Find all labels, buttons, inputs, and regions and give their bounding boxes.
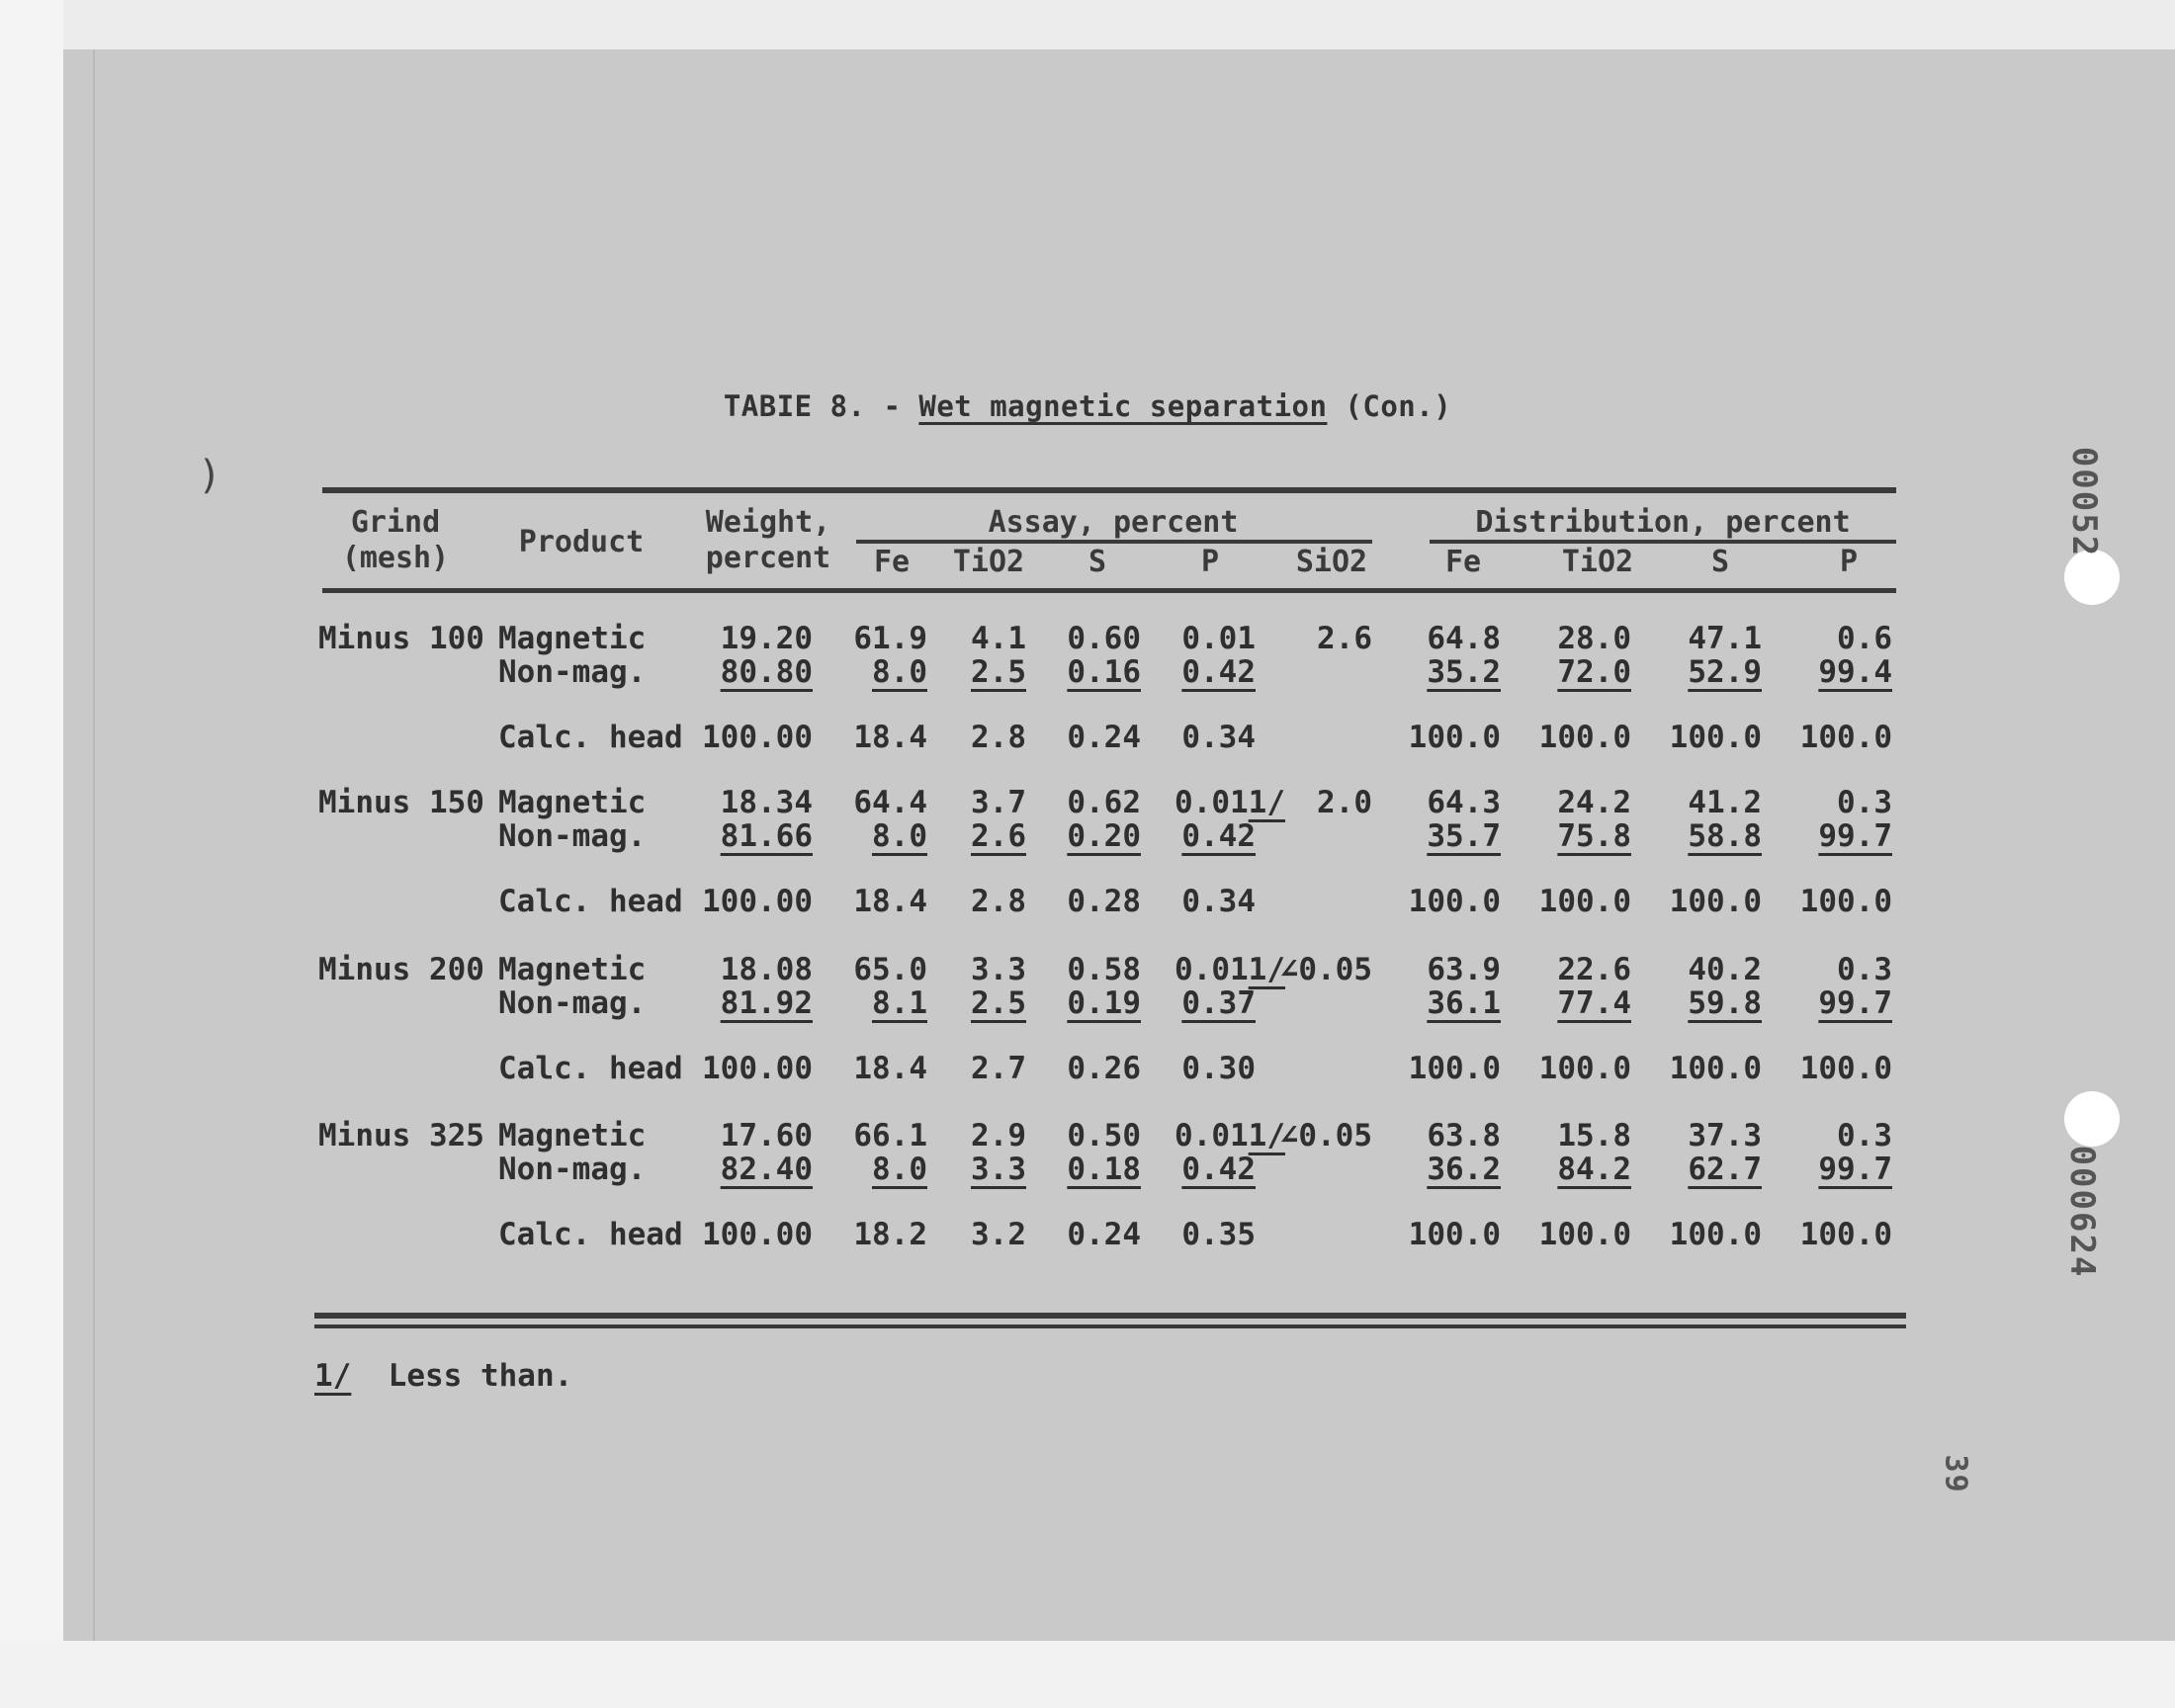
footnote	[314, 1358, 572, 1394]
cell-dist-fe: 64.8	[1427, 621, 1501, 656]
header-dist-fe: Fe	[1444, 545, 1482, 579]
cell-assay-tio2: 3.3	[971, 1152, 1026, 1187]
cell-dist-fe: 64.3	[1427, 785, 1501, 820]
cell-dist-fe: 100.0	[1408, 720, 1501, 755]
header-grind-unit: (mesh)	[341, 541, 450, 575]
header-weight-unit: percent	[705, 541, 831, 575]
cell-assay-s: 0.20	[1067, 818, 1141, 854]
table-title-main: Wet magnetic separation	[918, 389, 1328, 423]
table-title	[0, 389, 2175, 423]
cell-dist-p: 0.6	[1837, 621, 1892, 656]
product-label: Calc. head	[498, 884, 683, 919]
cell-assay-s: 0.18	[1067, 1152, 1141, 1187]
cell-dist-fe: 63.8	[1427, 1118, 1501, 1153]
cell-dist-tio2: 72.0	[1557, 654, 1631, 690]
cell-weight: 19.20	[720, 621, 813, 656]
header-bottom-rule	[322, 588, 1896, 593]
cell-assay-p: 0.011/	[1174, 952, 1285, 987]
cell-assay-tio2: 2.8	[971, 720, 1026, 755]
cell-dist-tio2: 84.2	[1557, 1152, 1631, 1187]
product-label: Non-mag.	[498, 985, 647, 1021]
cell-assay-fe: 8.1	[872, 985, 927, 1021]
cell-assay-tio2: 2.6	[971, 818, 1026, 854]
cell-dist-tio2: 15.8	[1557, 1118, 1631, 1153]
cell-assay-s: 0.28	[1067, 884, 1141, 919]
cell-assay-s: 0.16	[1067, 654, 1141, 690]
cell-dist-tio2: 100.0	[1538, 720, 1631, 755]
cell-dist-tio2: 100.0	[1538, 884, 1631, 919]
grind-label: Minus 200	[318, 952, 484, 987]
cell-weight: 18.34	[720, 785, 813, 820]
cell-weight: 100.00	[702, 1051, 813, 1086]
cell-dist-s: 52.9	[1688, 654, 1762, 690]
footnote-ref: 1/	[1248, 952, 1285, 987]
cell-assay-sio2: 2.6	[1317, 621, 1372, 656]
margin-stamp-top: 00052	[2064, 446, 2104, 558]
cell-dist-fe: 100.0	[1408, 884, 1501, 919]
cell-dist-s: 47.1	[1688, 621, 1762, 656]
grind-label: Minus 150	[318, 785, 484, 820]
assay-group-rule	[856, 540, 1372, 544]
cell-assay-tio2: 3.2	[971, 1217, 1026, 1252]
grind-label: Minus 100	[318, 621, 484, 656]
cell-dist-fe: 100.0	[1408, 1051, 1501, 1086]
product-label: Magnetic	[498, 621, 647, 656]
cell-assay-fe: 61.9	[853, 621, 927, 656]
cell-dist-s: 100.0	[1669, 1051, 1762, 1086]
cell-assay-fe: 8.0	[872, 654, 927, 690]
cell-dist-p: 0.3	[1837, 952, 1892, 987]
cell-assay-s: 0.24	[1067, 1217, 1141, 1252]
cell-dist-fe: 100.0	[1408, 1217, 1501, 1252]
cell-dist-fe: 36.2	[1427, 1152, 1501, 1187]
cell-dist-s: 40.2	[1688, 952, 1762, 987]
cell-assay-p: 0.011/	[1174, 785, 1285, 820]
header-distribution-group: Distribution, percent	[1475, 505, 1851, 540]
cell-dist-p: 99.7	[1818, 818, 1892, 854]
cell-weight: 100.00	[702, 720, 813, 755]
header-product: Product	[518, 525, 645, 559]
header-assay-tio2: TiO2	[952, 545, 1025, 579]
cell-weight: 100.00	[702, 884, 813, 919]
page-number: 39	[1938, 1454, 1973, 1494]
distribution-group-rule	[1430, 540, 1896, 544]
cell-assay-s: 0.19	[1067, 985, 1141, 1021]
cell-dist-fe: 35.2	[1427, 654, 1501, 690]
header-assay-sio2: SiO2	[1295, 545, 1368, 579]
cell-dist-p: 0.3	[1837, 785, 1892, 820]
cell-dist-p: 100.0	[1799, 1051, 1892, 1086]
product-label: Calc. head	[498, 1217, 683, 1252]
cell-assay-p: 0.35	[1181, 1217, 1256, 1252]
cell-dist-tio2: 28.0	[1557, 621, 1631, 656]
cell-dist-fe: 36.1	[1427, 985, 1501, 1021]
cell-assay-s: 0.50	[1067, 1118, 1141, 1153]
cell-assay-p: 0.01	[1181, 621, 1256, 656]
cell-assay-fe: 66.1	[853, 1118, 927, 1153]
cell-dist-p: 99.4	[1818, 654, 1892, 690]
cell-dist-fe: 63.9	[1427, 952, 1501, 987]
product-label: Non-mag.	[498, 1152, 647, 1187]
cell-dist-p: 99.7	[1818, 985, 1892, 1021]
cell-assay-p: 0.42	[1181, 654, 1256, 690]
footnote-ref: 1/	[1248, 1118, 1285, 1153]
table-bottom-rule-2	[314, 1324, 1906, 1328]
cell-dist-p: 99.7	[1818, 1152, 1892, 1187]
cell-assay-sio2: ∠0.05	[1279, 952, 1372, 987]
table-top-rule	[322, 487, 1896, 493]
cell-dist-s: 37.3	[1688, 1118, 1762, 1153]
cell-assay-p: 0.30	[1181, 1051, 1256, 1086]
cell-dist-s: 100.0	[1669, 1217, 1762, 1252]
cell-assay-p: 0.34	[1181, 720, 1256, 755]
table-number: TABIE 8. -	[723, 389, 919, 423]
cell-assay-p: 0.37	[1181, 985, 1256, 1021]
cell-dist-tio2: 77.4	[1557, 985, 1631, 1021]
product-label: Non-mag.	[498, 818, 647, 854]
cell-dist-s: 59.8	[1688, 985, 1762, 1021]
cell-assay-tio2: 2.7	[971, 1051, 1026, 1086]
cell-dist-tio2: 100.0	[1538, 1051, 1631, 1086]
cell-assay-fe: 64.4	[853, 785, 927, 820]
cell-assay-fe: 18.4	[853, 884, 927, 919]
cell-assay-tio2: 2.9	[971, 1118, 1026, 1153]
cell-assay-s: 0.26	[1067, 1051, 1141, 1086]
cell-weight: 81.66	[720, 818, 813, 854]
footnote-text: Less than.	[388, 1358, 573, 1394]
header-dist-p: P	[1839, 545, 1859, 579]
cell-assay-tio2: 3.3	[971, 952, 1026, 987]
left-margin-strip	[0, 0, 63, 1708]
margin-stamp-number: 000624	[2062, 1145, 2102, 1279]
cell-dist-s: 41.2	[1688, 785, 1762, 820]
cell-assay-p: 0.42	[1181, 1152, 1256, 1187]
cell-dist-tio2: 100.0	[1538, 1217, 1631, 1252]
cell-assay-tio2: 3.7	[971, 785, 1026, 820]
product-label: Calc. head	[498, 720, 683, 755]
cell-assay-s: 0.24	[1067, 720, 1141, 755]
header-grind: Grind	[350, 505, 441, 540]
cell-assay-fe: 8.0	[872, 1152, 927, 1187]
cell-assay-p: 0.42	[1181, 818, 1256, 854]
cell-dist-tio2: 75.8	[1557, 818, 1631, 854]
cell-weight: 18.08	[720, 952, 813, 987]
cell-assay-fe: 8.0	[872, 818, 927, 854]
table-title-suffix: (Con.)	[1327, 389, 1452, 423]
cell-assay-sio2: ∠0.05	[1279, 1118, 1372, 1153]
cell-assay-p: 0.34	[1181, 884, 1256, 919]
cell-dist-p: 0.3	[1837, 1118, 1892, 1153]
cell-dist-s: 100.0	[1669, 720, 1762, 755]
grind-label: Minus 325	[318, 1118, 484, 1153]
footnote-ref: 1/	[1248, 785, 1285, 820]
cell-assay-tio2: 2.5	[971, 654, 1026, 690]
cell-assay-sio2: 2.0	[1317, 785, 1372, 820]
cell-dist-p: 100.0	[1799, 884, 1892, 919]
header-dist-tio2: TiO2	[1561, 545, 1634, 579]
cell-dist-s: 58.8	[1688, 818, 1762, 854]
cell-dist-p: 100.0	[1799, 1217, 1892, 1252]
cell-assay-tio2: 4.1	[971, 621, 1026, 656]
cell-assay-tio2: 2.5	[971, 985, 1026, 1021]
cell-weight: 100.00	[702, 1217, 813, 1252]
cell-weight: 82.40	[720, 1152, 813, 1187]
header-assay-s: S	[1088, 545, 1107, 579]
cell-assay-fe: 65.0	[853, 952, 927, 987]
cell-assay-fe: 18.4	[853, 720, 927, 755]
cell-dist-tio2: 24.2	[1557, 785, 1631, 820]
bottom-margin-strip	[0, 1641, 2175, 1708]
footnote-mark: 1/	[314, 1358, 352, 1394]
header-assay-p: P	[1200, 545, 1220, 579]
cell-dist-tio2: 22.6	[1557, 952, 1631, 987]
product-label: Calc. head	[498, 1051, 683, 1086]
cell-assay-s: 0.62	[1067, 785, 1141, 820]
product-label: Magnetic	[498, 785, 647, 820]
cell-assay-fe: 18.4	[853, 1051, 927, 1086]
header-dist-s: S	[1710, 545, 1730, 579]
cell-assay-tio2: 2.8	[971, 884, 1026, 919]
cell-assay-s: 0.60	[1067, 621, 1141, 656]
stray-mark: )	[198, 453, 222, 498]
header-assay-group: Assay, percent	[988, 505, 1239, 540]
product-label: Magnetic	[498, 952, 647, 987]
cell-assay-fe: 18.2	[853, 1217, 927, 1252]
cell-weight: 81.92	[720, 985, 813, 1021]
cell-assay-p: 0.011/	[1174, 1118, 1285, 1153]
cell-dist-s: 100.0	[1669, 884, 1762, 919]
cell-weight: 17.60	[720, 1118, 813, 1153]
cell-dist-fe: 35.7	[1427, 818, 1501, 854]
sheet-fold-line	[93, 49, 95, 1641]
header-weight: Weight,	[705, 505, 831, 540]
product-label: Non-mag.	[498, 654, 647, 690]
cell-assay-s: 0.58	[1067, 952, 1141, 987]
table-bottom-rule	[314, 1313, 1906, 1319]
product-label: Magnetic	[498, 1118, 647, 1153]
cell-dist-s: 62.7	[1688, 1152, 1762, 1187]
cell-weight: 80.80	[720, 654, 813, 690]
header-assay-fe: Fe	[873, 545, 911, 579]
cell-dist-p: 100.0	[1799, 720, 1892, 755]
